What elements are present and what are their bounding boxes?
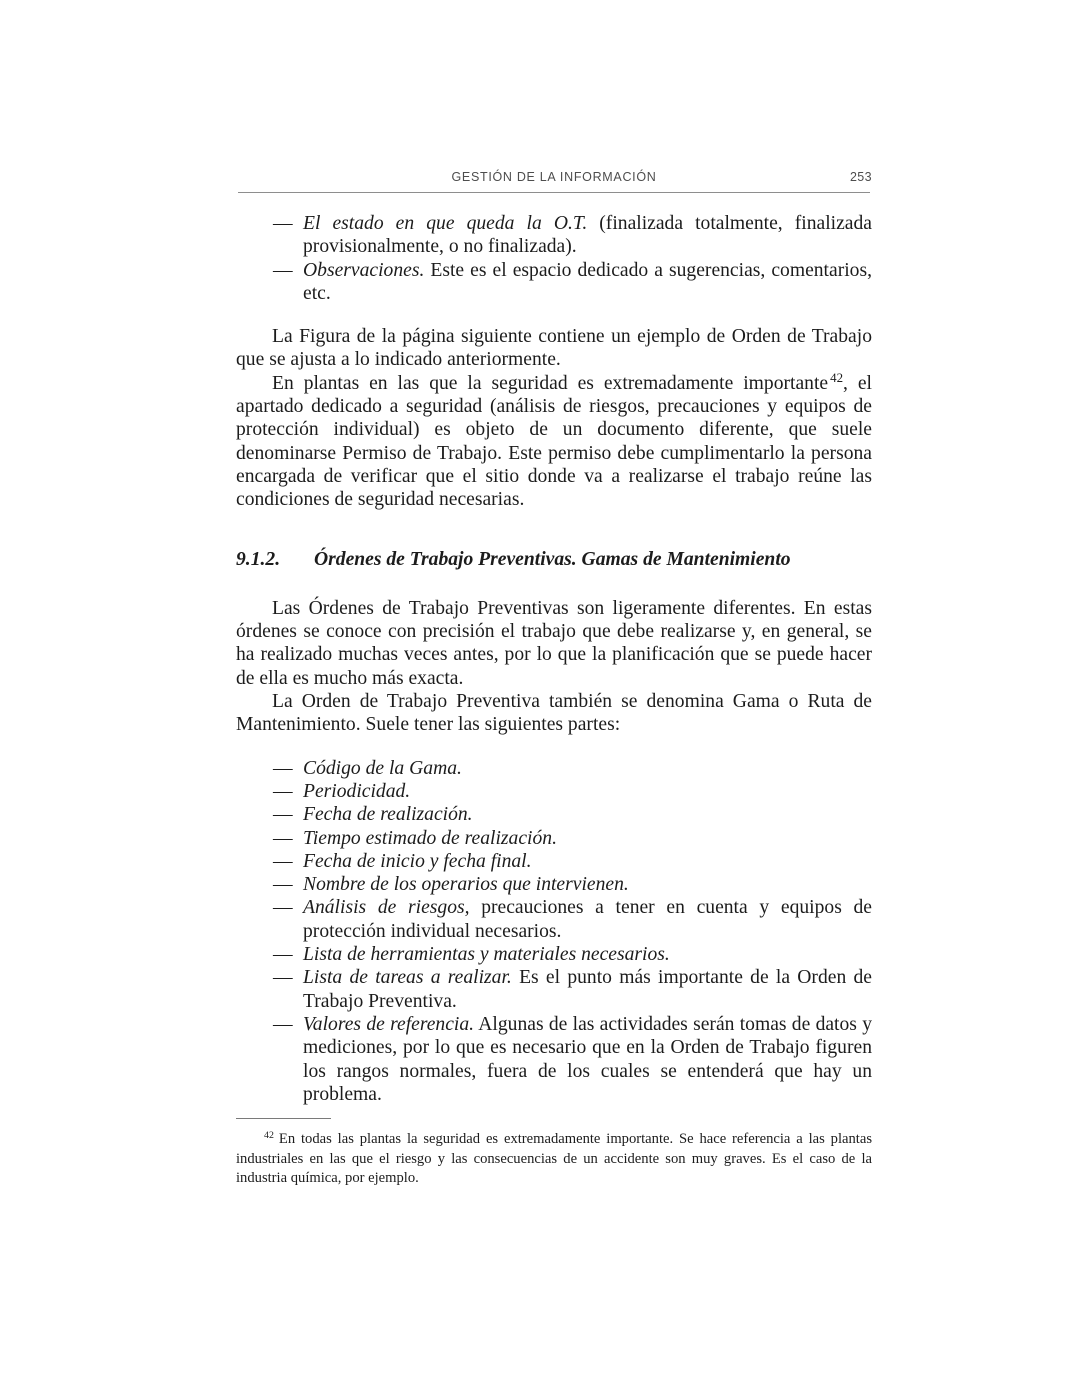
em-dash-bullet-icon: — — [273, 874, 293, 896]
page-number: 253 — [849, 170, 872, 184]
text-column — [236, 212, 872, 1106]
running-header — [236, 170, 872, 192]
list-item — [236, 259, 872, 306]
list-item-term: Nombre de los operarios que intervienen. — [303, 874, 629, 896]
list-item-description: Es el punto más importante de la Orden de Trabajo Preventiva. — [303, 967, 872, 1012]
list-item-term: Valores de referencia. — [303, 1013, 475, 1035]
section-heading — [236, 548, 872, 571]
em-dash-bullet-icon: — — [273, 1013, 293, 1035]
footnote-reference-42[interactable]: 42 — [830, 370, 844, 386]
header-divider — [238, 192, 870, 193]
list-item-term: Lista de herramientas y materiales necesarios. — [303, 944, 670, 966]
em-dash-bullet-icon: — — [273, 757, 293, 779]
list-item-term: Tiempo estimado de realización. — [303, 827, 557, 849]
list-item-description: Este es el espacio dedicado a sugerencias, comentarios, etc. — [303, 259, 872, 304]
footnote-divider — [236, 1118, 331, 1119]
list-item — [236, 896, 872, 943]
document-page — [236, 0, 872, 1397]
footnote-42 — [236, 1130, 872, 1189]
list-item — [236, 966, 872, 1013]
list-item — [236, 850, 872, 873]
paragraph-preventivas-2: La Orden de Trabajo Preventiva también se denomina Gama o Ruta de Mantenimiento. Suele tener las siguientes partes: — [236, 691, 872, 736]
list-item-term: Código de la Gama. — [303, 757, 462, 779]
list-item — [236, 803, 872, 826]
section-title: Órdenes de Trabajo Preventivas. Gamas de Mantenimiento — [314, 548, 791, 570]
em-dash-bullet-icon: — — [273, 967, 293, 989]
em-dash-bullet-icon: — — [273, 850, 293, 872]
list-item-term: Periodicidad. — [303, 780, 411, 802]
running-header-title: GESTIÓN DE LA INFORMACIÓN — [451, 170, 657, 184]
list-item — [236, 943, 872, 966]
list-item-term: Lista de tareas a realizar. — [303, 967, 512, 989]
paragraph-plantas-part2: , el apartado dedicado a seguridad (análisis de riesgos, precauciones y equipos de protección individual) es objeto de un documento diferente, que suele denominarse Permiso de Trabajo. Este permiso debe cumplimentarlo la persona encargada de verificar que el sitio donde va a realizarse el trabajo reúne las condiciones de seguridad necesarias. — [236, 372, 872, 511]
footnote-area — [236, 1118, 872, 1189]
list-item — [236, 873, 872, 896]
em-dash-bullet-icon: — — [273, 897, 293, 919]
section-number: 9.1.2. — [236, 548, 281, 570]
parts-dash-list — [236, 757, 872, 1106]
em-dash-bullet-icon: — — [273, 827, 293, 849]
list-item — [236, 1013, 872, 1106]
paragraph-plantas-part1: En plantas en las que la seguridad es extremadamente importante — [272, 372, 829, 394]
list-item-term: Fecha de realización. — [303, 804, 473, 826]
em-dash-bullet-icon: — — [273, 944, 293, 966]
intro-dash-list — [236, 212, 872, 305]
list-item-description: (finalizada totalmente, finalizada provisionalmente, o no finalizada). — [303, 213, 872, 258]
list-item — [236, 757, 872, 780]
em-dash-bullet-icon: — — [273, 804, 293, 826]
list-item — [236, 827, 872, 850]
footnote-number: 42 — [264, 1130, 274, 1142]
paragraph-preventivas-1: Las Órdenes de Trabajo Preventivas son ligeramente diferentes. En estas órdenes se conoce con precisión el trabajo que debe realizarse y, en general, se ha realizado muchas veces antes, por lo que la planificación que se puede hacer de ella es mucho más exacta. — [236, 597, 872, 689]
list-item-description: Algunas de las actividades serán tomas de datos y mediciones, por lo que es necesario que en la Orden de Trabajo figuren los rangos normales, fuera de los cuales se entenderá que hay un problema. — [303, 1013, 873, 1105]
list-item — [236, 212, 872, 259]
list-item-term: Fecha de inicio y fecha final. — [303, 850, 532, 872]
em-dash-bullet-icon: — — [273, 259, 293, 281]
list-item-description: precauciones a tener en cuenta y equipos de protección individual necesarios. — [303, 897, 873, 942]
list-item-term: Análisis de riesgos, — [303, 897, 470, 919]
em-dash-bullet-icon: — — [273, 213, 293, 234]
list-item-term: Observaciones. — [303, 259, 425, 281]
em-dash-bullet-icon: — — [273, 780, 293, 802]
footnote-text: En todas las plantas la seguridad es extremadamente importante. Se hace referencia a las plantas industriales en las que el riesgo y las consecuencias de un accidente son muy graves. Es el caso de la industria química, por ejemplo. — [236, 1131, 872, 1187]
list-item — [236, 780, 872, 803]
paragraph-plantas — [236, 372, 872, 512]
list-item-term: El estado en que queda la O.T. — [303, 213, 588, 234]
paragraph-figura: La Figura de la página siguiente contiene un ejemplo de Orden de Trabajo que se ajusta a lo indicado anteriormente. — [236, 326, 872, 371]
